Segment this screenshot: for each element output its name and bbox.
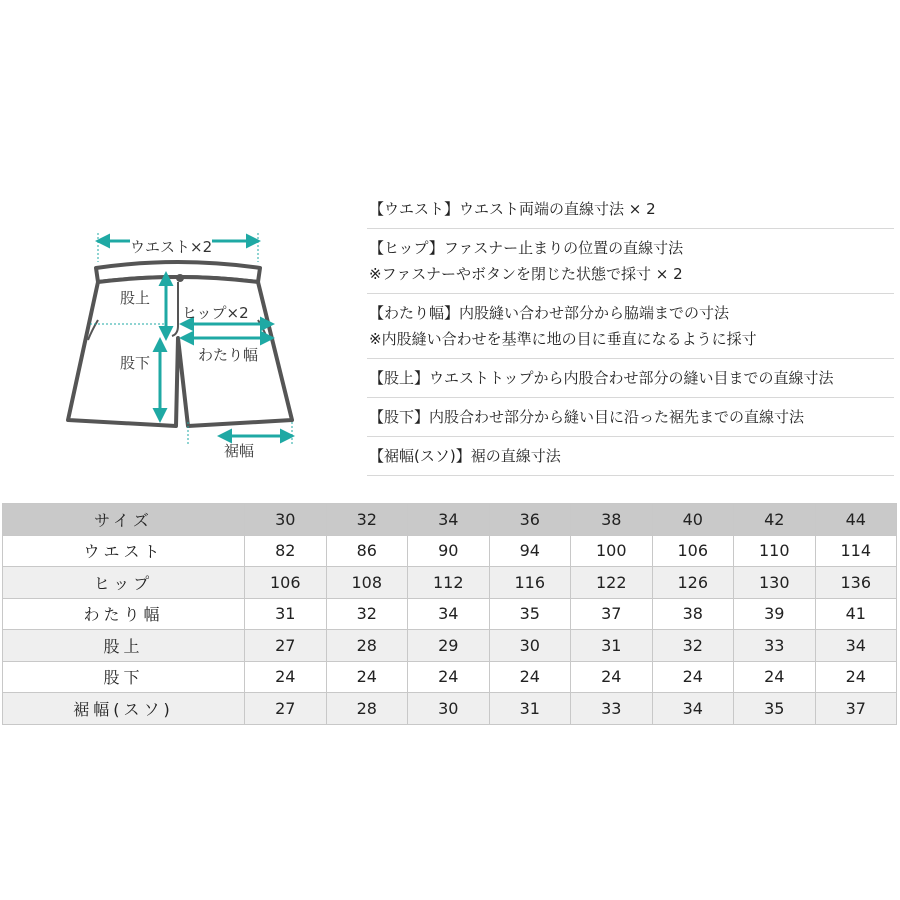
description-line: ※内股縫い合わせを基準に地の目に垂直になるように採寸	[369, 330, 757, 348]
table-cell: 86	[326, 535, 408, 567]
waist-label: ウエスト×2	[130, 238, 213, 256]
table-cell: 36	[489, 504, 571, 536]
table-cell: 24	[815, 661, 897, 693]
description-item	[367, 190, 894, 229]
description-line: 【ウエスト】ウエスト両端の直線寸法 × 2	[369, 200, 656, 218]
table-cell: 114	[815, 535, 897, 567]
row-label: ウエスト	[3, 535, 245, 567]
table-row	[3, 693, 897, 725]
row-label: サイズ	[3, 504, 245, 536]
row-label: わたり幅	[3, 598, 245, 630]
table-cell: 24	[326, 661, 408, 693]
thigh-label: わたり幅	[198, 346, 259, 364]
rise-label: 股上	[120, 289, 151, 307]
table-cell: 39	[734, 598, 816, 630]
table-cell: 110	[734, 535, 816, 567]
table-cell: 37	[815, 693, 897, 725]
table-cell: 126	[652, 567, 734, 599]
table-cell: 31	[245, 598, 327, 630]
table-cell: 24	[734, 661, 816, 693]
table-cell: 28	[326, 693, 408, 725]
table-cell: 32	[326, 598, 408, 630]
description-line: 【裾幅(スソ)】裾の直線寸法	[369, 447, 561, 465]
table-cell: 38	[652, 598, 734, 630]
table-cell: 40	[652, 504, 734, 536]
description-line: 【ヒップ】ファスナー止まりの位置の直線寸法	[369, 239, 684, 257]
table-cell: 33	[734, 630, 816, 662]
table-cell: 44	[815, 504, 897, 536]
table-cell: 37	[571, 598, 653, 630]
size-chart-table	[2, 503, 897, 725]
table-cell: 38	[571, 504, 653, 536]
row-label: 裾幅(スソ)	[3, 693, 245, 725]
table-cell: 27	[245, 693, 327, 725]
row-label: 股下	[3, 661, 245, 693]
inseam-label: 股下	[120, 354, 151, 372]
shorts-measurement-diagram	[60, 230, 350, 470]
table-cell: 41	[815, 598, 897, 630]
description-item	[367, 398, 894, 437]
description-item	[367, 229, 894, 294]
table-cell: 24	[571, 661, 653, 693]
description-item	[367, 437, 894, 476]
description-line: 【股上】ウエストトップから内股合わせ部分の縫い目までの直線寸法	[369, 369, 834, 387]
hem-label: 裾幅	[224, 442, 255, 460]
table-cell: 24	[652, 661, 734, 693]
table-cell: 24	[245, 661, 327, 693]
table-cell: 100	[571, 535, 653, 567]
table-cell: 122	[571, 567, 653, 599]
description-item	[367, 359, 894, 398]
size-header-row	[3, 504, 897, 536]
table-cell: 130	[734, 567, 816, 599]
table-cell: 30	[245, 504, 327, 536]
table-cell: 136	[815, 567, 897, 599]
table-row	[3, 535, 897, 567]
table-cell: 90	[408, 535, 490, 567]
table-cell: 35	[489, 598, 571, 630]
hip-label: ヒップ×2	[182, 304, 249, 322]
table-cell: 31	[571, 630, 653, 662]
table-row	[3, 630, 897, 662]
table-cell: 108	[326, 567, 408, 599]
table-row	[3, 661, 897, 693]
description-line: ※ファスナーやボタンを閉じた状態で採寸 × 2	[369, 265, 683, 283]
table-cell: 30	[408, 693, 490, 725]
table-cell: 27	[245, 630, 327, 662]
table-cell: 34	[408, 504, 490, 536]
table-row	[3, 598, 897, 630]
table-cell: 28	[326, 630, 408, 662]
table-cell: 24	[489, 661, 571, 693]
table-cell: 34	[652, 693, 734, 725]
table-cell: 94	[489, 535, 571, 567]
description-line: 【股下】内股合わせ部分から縫い目に沿った裾先までの直線寸法	[369, 408, 805, 426]
table-cell: 24	[408, 661, 490, 693]
table-cell: 34	[815, 630, 897, 662]
table-cell: 32	[652, 630, 734, 662]
row-label: 股上	[3, 630, 245, 662]
table-cell: 116	[489, 567, 571, 599]
table-row	[3, 567, 897, 599]
table-cell: 82	[245, 535, 327, 567]
table-cell: 35	[734, 693, 816, 725]
table-cell: 106	[652, 535, 734, 567]
row-label: ヒップ	[3, 567, 245, 599]
table-cell: 112	[408, 567, 490, 599]
measurement-descriptions	[367, 190, 894, 476]
table-cell: 32	[326, 504, 408, 536]
table-cell: 30	[489, 630, 571, 662]
description-item	[367, 294, 894, 359]
table-cell: 31	[489, 693, 571, 725]
description-line: 【わたり幅】内股縫い合わせ部分から脇端までの寸法	[369, 304, 730, 322]
table-cell: 42	[734, 504, 816, 536]
table-cell: 29	[408, 630, 490, 662]
table-cell: 33	[571, 693, 653, 725]
table-cell: 34	[408, 598, 490, 630]
table-cell: 106	[245, 567, 327, 599]
